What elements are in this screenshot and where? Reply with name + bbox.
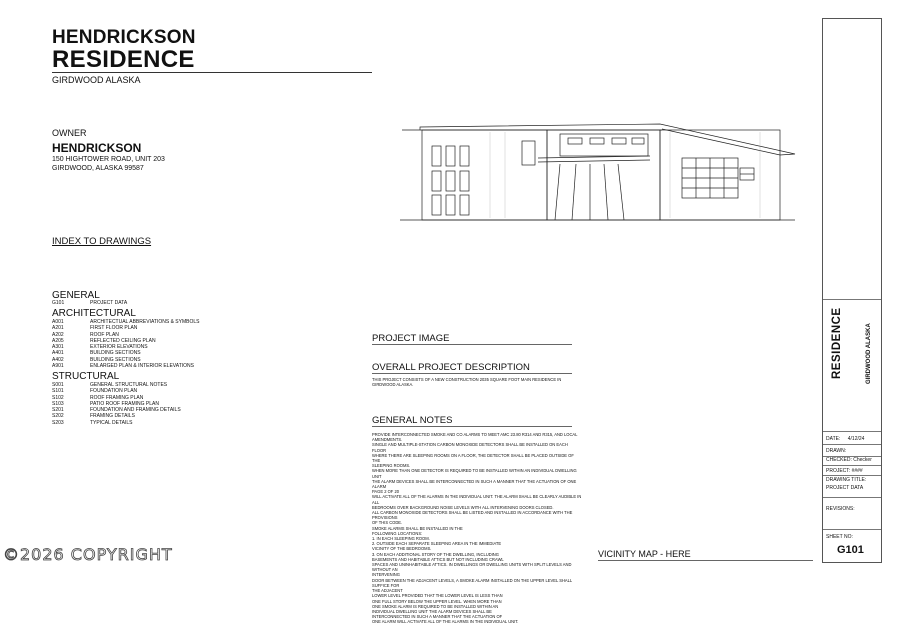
sheet-code: S201 [52,407,64,414]
vicinity-rule [598,560,813,561]
notes-rule [372,426,572,427]
sheet-code: A401 [52,350,64,357]
sheet-code: S202 [52,413,64,420]
tb-divider [823,497,881,498]
sheet-code: S001 [52,382,64,388]
tb-divider [823,529,881,530]
sheet-name: ROOF PLAN [90,331,119,338]
note-line: INTERCONNECTED IN SUCH A MANNER THAT THE ACTUATION OF [372,614,503,620]
note-line: ALL CARBON MONOXIDE DETECTORS SHALL BE LISTED AND INSTALLED IN ACCORDANCE WITH THE PROVISIONS [372,510,573,521]
index-heading-general: GENERAL [52,290,100,301]
owner-address-line1: 150 HIGHTOWER ROAD, UNIT 203 [52,156,165,163]
sheet-name: EXTERIOR ELEVATIONS [90,344,148,351]
title-block [822,18,882,563]
note-line: SMOKE ALARMS SHALL BE INSTALLED IN THE [372,525,463,531]
note-line: BASEMENTS AND HABITABLE ATTICS BUT NOT INCLUDING CRAWL [372,556,504,562]
tb-checked [826,457,872,463]
project-location: GIRDWOOD ALASKA [52,75,141,85]
owner-address-line2: GIRDWOOD, ALASKA 99587 [52,165,144,172]
sheet-code: G101 [52,300,65,306]
index-list-structural [52,382,181,426]
sheet-code: A202 [52,331,64,338]
tb-drawing-title-value: PROJECT DATA [826,485,864,491]
sheet-code: A205 [52,337,64,344]
note-line: SPACES AND UNINHABITABLE ATTICS. IN DWELLINGS OR DWELLING UNITS WITH SPLIT LEVELS AND WITHOUT AN [372,562,572,573]
note-line: DOOR BETWEEN THE ADJACENT LEVELS, A SMOKE ALARM INSTALLED ON THE UPPER LEVEL SHALL SUFFICE FOR [372,577,573,588]
index-heading-architectural: ARCHITECTURAL [52,308,136,319]
tb-sheet-label: SHEET NO: [826,534,853,540]
note-line: WHERE THERE ARE SLEEPING ROOMS ON A FLOOR, THE DETECTOR SHALL BE PLACED OUTSIDE OF THE [372,452,574,464]
index-row [52,420,181,426]
tb-date [826,436,864,442]
note-line: VICINITY OF THE BEDROOMS. [372,546,432,552]
note-line: THE ADJACENT [372,588,403,594]
tb-drawing-title-label: DRAWING TITLE: [826,477,867,483]
index-heading-structural: STRUCTURAL [52,371,120,382]
project-title-line2: RESIDENCE [52,46,195,73]
note-line: ONE SMOKE ALARM IS REQUIRED TO BE INSTALLED WITHIN AN [372,603,499,609]
index-list-general [52,300,127,306]
tb-checked-label: CHECKED: [826,457,852,463]
sheet-name: TYPICAL DETAILS [90,419,133,426]
sheet-code: S101 [52,388,64,395]
sheet-name: GENERAL STRUCTURAL NOTES [90,382,168,388]
sheet-name: ROOF FRAMING PLAN [90,394,144,401]
note-line: PROVIDE INTERCONNECTED SMOKE AND CO ALARMS TO MEET AMC 23.80 R314 AND R315, AND LOCAL AMENDMENTS. [372,432,578,443]
project-image-rule [372,344,572,345]
tb-project-value: #### [851,468,863,474]
index-list-architectural [52,319,199,369]
sheet-code: A001 [52,319,64,325]
note-line: INDIVIDUAL DWELLING UNIT THE ALARM DEVICES SHALL BE [372,608,492,614]
tb-project-label: PROJECT: [826,468,851,474]
tb-checked-value: Checker [853,457,872,463]
sheet-name: PATIO ROOF FRAMING PLAN [90,400,159,407]
note-line: SLEEPING ROOMS. [372,463,411,469]
sheet-name: REFLECTED CEILING PLAN [90,337,156,344]
vicinity-map-heading: VICINITY MAP - HERE [598,549,691,559]
note-line: WILL ACTIVATE ALL OF THE ALARMS IN THE INDIVIDUAL UNIT. THE ALARM SHALL BE CLEARLY AUDIBLE IN ALL [372,494,582,505]
note-line: ONE ALARM WILL ACTIVATE ALL OF THE ALARMS IN THE INDIVIDUAL UNIT. [372,619,519,625]
tb-project [826,468,863,474]
note-line: WHEN MORE THAN ONE DETECTOR IS REQUIRED TO BE INSTALLED WITHIN AN INDIVIDUAL DWELLING UNIT [372,468,577,479]
note-line: ONE FULL STORY BELOW THE UPPER LEVEL. WHEN MORE THAN [372,598,502,604]
tb-revisions-label: REVISIONS: [826,506,855,512]
sheet-code: A301 [52,344,64,351]
general-notes [372,432,582,625]
sheet-code: S103 [52,400,64,407]
sheet-name: FOUNDATION PLAN [90,388,138,395]
owner-label: OWNER [52,128,87,138]
description-text: THIS PROJECT CONSISTS OF A NEW CONSTRUCTION 2035 SQUARE FOOT MAIN RESIDENCE IN GIRDWOOD ALASKA. [372,377,562,388]
note-line: INTERVENING [372,572,400,578]
house-elevation-drawing [400,118,800,228]
note-line: 3. ON EACH ADDITIONAL STORY OF THE DWELLING, INCLUDING [372,551,499,557]
tb-drawn-label: DRAWN: [826,448,847,454]
index-row [52,363,199,369]
tb-divider [823,465,881,466]
sheet-code: A201 [52,325,64,332]
sheet-name: FRAMING DETAILS [90,413,135,420]
note-line: OF THIS CODE. [372,520,403,526]
note-line: BEDROOMS OVER BACKGROUND NOISE LEVELS WITH ALL INTERVENING DOORS CLOSED. [372,504,554,510]
note-line: 2. OUTSIDE EACH SEPARATE SLEEPING AREA IN THE IMMEDIATE [372,541,502,547]
sheet-name: FIRST FLOOR PLAN [90,325,138,332]
tb-project-title: RESIDENCE [831,307,843,379]
project-title-line1: HENDRICKSON [52,27,196,48]
tb-divider [823,431,881,432]
sheet-code: S203 [52,419,64,426]
copyright-watermark: ©2026 COPYRIGHT [3,545,173,564]
sheet-name: ARCHITECTUAL ABBREVIATIONS & SYMBOLS [90,319,200,325]
note-line: FOLLOWING LOCATIONS: [372,530,423,536]
index-row [52,300,127,306]
tb-divider [823,475,881,476]
index-title: INDEX TO DRAWINGS [52,236,152,247]
note-line: LOWER LEVEL PROVIDED THAT THE LOWER LEVEL IS LESS THAN [372,593,503,599]
tb-project-location: GIRDWOOD ALASKA [866,323,872,384]
note-line: THE ALARM DEVICES SHALL BE INTERCONNECTED IN SUCH A MANNER THAT THE ACTUATION OF ONE ALARM [372,478,577,490]
sheet-name: ENLARGED PLAN & INTERIOR ELEVATIONS [90,363,195,370]
sheet-name: BUILDING SECTIONS [90,356,141,363]
note-line: SINGLE AND MULTIPLE-STATION CARBON MONOXIDE DETECTORS SHALL BE INSTALLED ON EACH FLOOR [372,442,568,453]
description-rule [372,373,572,374]
owner-name: HENDRICKSON [52,141,142,155]
sheet-name: BUILDING SECTIONS [90,350,141,357]
tb-date-label: DATE: [826,436,841,442]
note-line: PAGE 2 OF 20 [372,489,399,495]
title-divider [52,72,372,73]
note-line: 1. IN EACH SLEEPING ROOM. [372,536,430,542]
description-heading: OVERALL PROJECT DESCRIPTION [372,362,530,373]
tb-divider [823,444,881,445]
owner-address [52,155,165,173]
project-image-heading: PROJECT IMAGE [372,333,450,344]
sheet-name: PROJECT DATA [90,300,128,306]
tb-date-value: 4/12/24 [847,436,865,442]
tb-divider [823,299,881,300]
roof-line [402,124,795,155]
tb-sheet-number: G101 [837,544,864,556]
sheet-name: FOUNDATION AND FRAMING DETAILS [90,407,181,414]
notes-heading: GENERAL NOTES [372,415,453,426]
sheet-code: S102 [52,394,64,401]
sheet-code: A901 [52,363,64,370]
sheet-code: A402 [52,356,64,363]
